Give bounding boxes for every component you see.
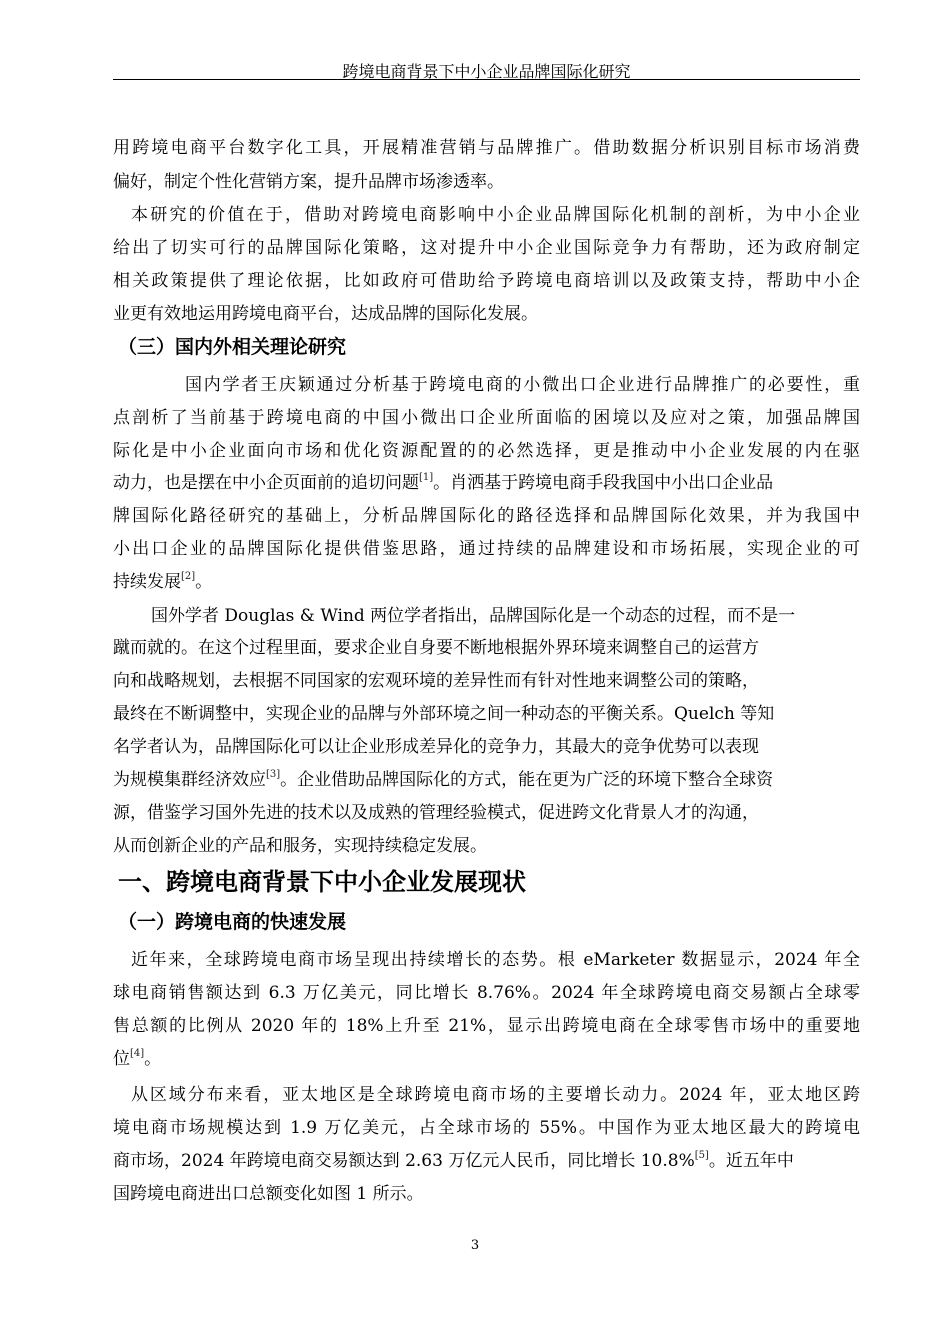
subsection-heading: （一）跨境电商的快速发展 — [118, 911, 347, 933]
body-text-line: 小出口企业的品牌国际化提供借鉴思路，通过持续的品牌建设和市场拓展，实现企业的可 — [113, 539, 860, 559]
header-rule — [113, 79, 860, 80]
body-text-line: 给出了切实可行的品牌国际化策略，这对提升中小企业国际竞争力有帮助，还为政府制定 — [113, 238, 860, 258]
body-text-line: 源，借鉴学习国外先进的技术以及成熟的管理经验模式，促进跨文化背景人才的沟通， — [113, 803, 759, 823]
citation-ref: [1] — [419, 472, 434, 483]
citation-ref: [3] — [266, 769, 281, 780]
body-text-line: 点剖析了当前基于跨境电商的中国小微出口企业所面临的困境以及应对之策，加强品牌国 — [113, 408, 860, 428]
body-text-line: 商市场，2024 年跨境电商交易额达到 2.63 万亿元人民币，同比增长 10.8%[5]。近五年中 — [113, 1150, 794, 1171]
section-heading: 一、跨境电商背景下中小企业发展现状 — [118, 868, 526, 896]
body-text-line: 售总额的比例从 2020 年的 18%上升至 21%，显示出跨境电商在全球零售市场中的重要地 — [113, 1016, 860, 1036]
body-text-line: 球电商销售额达到 6.3 万亿美元，同比增长 8.76%。2024 年全球跨境电商交易额占全球零 — [113, 983, 860, 1003]
running-header: 跨境电商背景下中小企业品牌国际化研究 — [342, 62, 631, 81]
subsection-heading: （三）国内外相关理论研究 — [118, 336, 347, 358]
body-text-line: 境电商市场规模达到 1.9 万亿美元，占全球市场的 55%。中国作为亚太地区最大的跨境电 — [113, 1118, 860, 1138]
citation-ref: [5] — [694, 1150, 709, 1161]
body-text-line: 际化是中小企业面向市场和优化资源配置的的必然选择，更是推动中小企业发展的内在驱 — [113, 441, 860, 461]
body-text-line: 国跨境电商进出口总额变化如图 1 所示。 — [113, 1184, 424, 1204]
body-text-line: 本研究的价值在于，借助对跨境电商影响中小企业品牌国际化机制的剖析，为中小企业 — [131, 205, 860, 225]
body-text-line: 国内学者王庆颖通过分析基于跨境电商的小微出口企业进行品牌推广的必要性，重 — [185, 375, 860, 395]
body-text-line: 用跨境电商平台数字化工具，开展精准营销与品牌推广。借助数据分析识别目标市场消费 — [113, 138, 860, 158]
page-number: 3 — [470, 1238, 480, 1253]
citation-ref: [4] — [130, 1048, 145, 1059]
body-text-line: 位[4]。 — [113, 1048, 162, 1069]
body-text-line: 蹴而就的。在这个过程里面，要求企业自身要不断地根据外界环境来调整自己的运营方 — [113, 638, 759, 658]
body-text-line: 偏好，制定个性化营销方案，提升品牌市场渗透率。 — [113, 172, 504, 192]
citation-ref: [2] — [181, 571, 196, 582]
body-text-line: 向和战略规划，去根据不同国家的宏观环境的差异性而有针对性地来调整公司的策略， — [113, 671, 759, 691]
body-text-line: 相关政策提供了理论依据，比如政府可借助给予跨境电商培训以及政策支持，帮助中小企 — [113, 271, 860, 291]
body-text-line: 最终在不断调整中，实现企业的品牌与外部环境之间一种动态的平衡关系。Quelch 等知 — [113, 704, 775, 724]
body-text-line: 牌国际化路径研究的基础上，分析品牌国际化的路径选择和品牌国际化效果，并为我国中 — [113, 506, 860, 526]
body-text-line: 名学者认为，品牌国际化可以让企业形成差异化的竞争力，其最大的竞争优势可以表现 — [113, 737, 759, 757]
body-text-line: 持续发展[2]。 — [113, 571, 213, 592]
body-text-line: 近年来，全球跨境电商市场呈现出持续增长的态势。根 eMarketer 数据显示，2024 年全 — [131, 950, 860, 970]
body-text-line: 从而创新企业的产品和服务，实现持续稳定发展。 — [113, 836, 487, 856]
body-text-line: 为规模集群经济效应[3]。企业借助品牌国际化的方式，能在更为广泛的环境下整合全球资 — [113, 769, 774, 790]
body-text-line: 从区域分布来看，亚太地区是全球跨境电商市场的主要增长动力。2024 年，亚太地区跨 — [131, 1085, 860, 1105]
body-text-line: 动力，也是摆在中小企页面前的追切问题[1]。肖洒基于跨境电商手段我国中小出口企业品 — [113, 472, 774, 493]
body-text-line: 业更有效地运用跨境电商平台，达成品牌的国际化发展。 — [113, 304, 538, 324]
body-text-line: 国外学者 Douglas & Wind 两位学者指出，品牌国际化是一个动态的过程，而不是一 — [151, 606, 796, 626]
